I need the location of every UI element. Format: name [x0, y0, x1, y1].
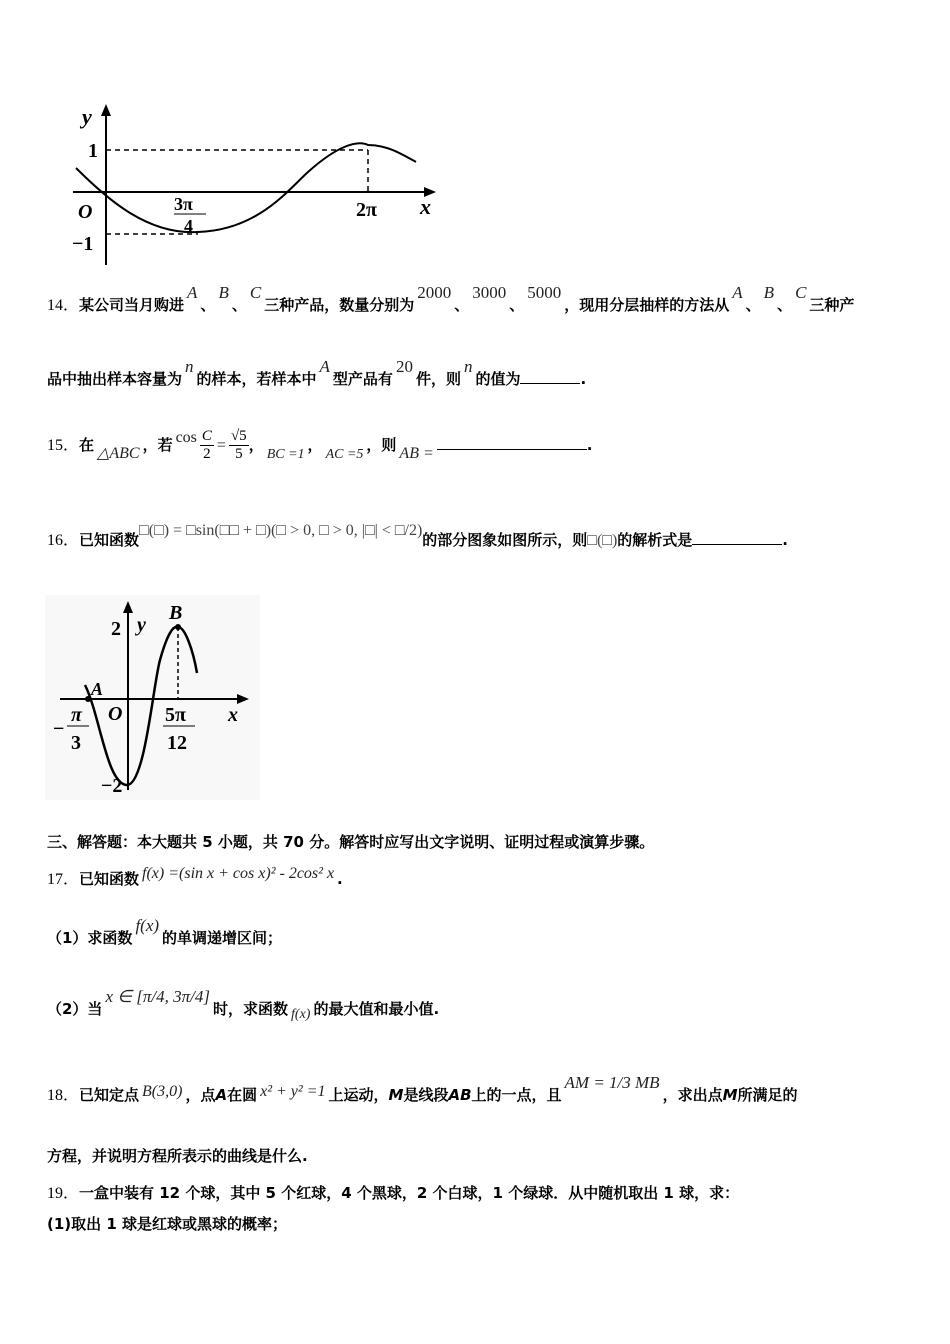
text: 时，求函数 [213, 1000, 289, 1018]
math: n [185, 357, 194, 376]
q17-part2 [47, 987, 440, 1022]
answer-blank[interactable] [520, 369, 580, 384]
math: cos [175, 429, 197, 446]
q18-line1 [47, 1073, 798, 1105]
text: 上运动， [328, 1086, 389, 1104]
y-label: y [137, 614, 146, 636]
text: 是线段 [403, 1086, 449, 1104]
math: x² + y² =1 [260, 1083, 326, 1100]
math: A [187, 283, 198, 302]
x-tick-3pi4-den: 4 [184, 216, 193, 236]
text: 已知定点 [79, 1086, 140, 1104]
left-tick-sign: − [53, 718, 65, 740]
math: A [319, 357, 330, 376]
text: M [722, 1086, 738, 1104]
left-tick-den: 3 [71, 732, 81, 754]
text: ，求出点 [662, 1086, 723, 1104]
text: AB [448, 1086, 472, 1104]
text: 在圆 [227, 1086, 258, 1104]
text: . [337, 870, 343, 888]
math: 2000 [417, 283, 452, 302]
answer-blank[interactable] [437, 441, 587, 450]
figure-cosine-graph [68, 100, 448, 270]
fraction: $\frac{√5}{5}$ [230, 428, 247, 462]
text: 、 [509, 296, 525, 314]
q17-part1 [47, 916, 283, 948]
point-b [175, 624, 181, 630]
text: 已知函数 [79, 870, 140, 888]
y-label: y [82, 104, 92, 129]
text: A [215, 1086, 228, 1104]
text: ， [248, 436, 264, 454]
math: AM = 1/3 MB [564, 1073, 660, 1092]
origin-label: O [78, 201, 93, 223]
math: x ∈ [π/4, 3π/4] [105, 987, 211, 1006]
question-number: 14． [47, 297, 80, 314]
math: = [216, 437, 226, 454]
q19-part1: (1)取出 1 球是红球或黑球的概率； [47, 1215, 288, 1233]
math: C [795, 283, 807, 302]
y-min-label: −1 [72, 233, 94, 255]
text: . [580, 370, 587, 388]
text: 的部分图象如图所示，则 [422, 531, 588, 549]
text: 型产品有 [332, 370, 393, 388]
math: 5000 [527, 283, 562, 302]
math: A [732, 283, 743, 302]
y-min-label: −2 [101, 775, 123, 797]
math: f(x) [135, 916, 160, 935]
text: ，则 [366, 436, 397, 454]
text: 的解析式是 [617, 531, 693, 549]
q14-line2 [47, 357, 587, 389]
text: 件，则 [415, 370, 461, 388]
x-label: x [228, 704, 238, 726]
math: BC =1 [266, 447, 305, 462]
text: 的最大值和最小值. [313, 1000, 440, 1018]
text: M [388, 1086, 404, 1104]
q15-line [47, 428, 592, 463]
y-arrow [101, 104, 111, 116]
origin-label: O [108, 703, 123, 725]
point-b-label: B [169, 602, 183, 624]
text: 、 [777, 296, 793, 314]
y-max-label: 2 [111, 618, 121, 640]
text: 所满足的 [737, 1086, 798, 1104]
q17-line [47, 866, 343, 889]
math: □(□) [587, 532, 618, 549]
text: 上的一点，且 [471, 1086, 562, 1104]
text: 、 [231, 296, 247, 314]
answer-blank[interactable] [692, 530, 782, 545]
fraction: $\frac{C}{2}$ [201, 428, 212, 462]
text: 、 [200, 296, 216, 314]
math: 3000 [472, 283, 507, 302]
math: B [763, 283, 775, 302]
math: △ABC [97, 445, 140, 462]
text: 一盒中装有 12 个球，其中 5 个红球，4 个黑球，2 个白球，1 个绿球．从中随机取出 1 球，求： [79, 1184, 740, 1202]
math: AC =5 [325, 447, 364, 462]
text: . [782, 531, 788, 549]
text: 的单调递增区间； [162, 929, 283, 947]
text: ，若 [142, 436, 173, 454]
q18-line2: 方程，并说明方程所表示的曲线是什么. [47, 1147, 308, 1165]
question-number: 19． [47, 1185, 80, 1202]
right-tick-num: 5π [165, 704, 186, 726]
question-number: 16． [47, 532, 80, 549]
math: B(3,0) [142, 1083, 183, 1100]
text: 的值为 [475, 370, 521, 388]
math: AB = [399, 445, 434, 462]
text: 已知函数 [79, 531, 140, 549]
q14-line1 [47, 283, 855, 315]
q16-line [47, 522, 788, 550]
x-label: x [420, 194, 431, 219]
text: ，点 [185, 1086, 216, 1104]
section-heading: 三、解答题：本大题共 5 小题，共 70 分。解答时应写出文字说明、证明过程或演算步骤。 [47, 833, 655, 851]
text: 的样本，若样本中 [196, 370, 317, 388]
x-tick-3pi4-num: 3π [174, 194, 193, 214]
text: 品中抽出样本容量为 [47, 370, 183, 388]
question-number: 17． [47, 871, 80, 888]
text: （1）求函数 [47, 929, 133, 947]
text: ，现用分层抽样的方法从 [564, 296, 730, 314]
text: （2）当 [47, 1000, 103, 1018]
text: ， [307, 436, 323, 454]
text: . [586, 436, 593, 454]
point-a-label: A [91, 679, 104, 699]
math: f(x) =(sin x + cos x)² - 2cos² x [142, 865, 335, 882]
text: 、 [745, 296, 761, 314]
math: 20 [395, 357, 413, 376]
math: B [218, 283, 229, 302]
math: n [463, 357, 473, 376]
question-number: 18． [47, 1087, 80, 1104]
text: 、 [454, 296, 470, 314]
text: 三种产 [809, 296, 855, 314]
text: 三种产品，数量分别为 [264, 296, 415, 314]
figure-sine-graph [45, 595, 260, 800]
y-max-label: 1 [88, 140, 98, 162]
question-number: 15． [47, 437, 80, 454]
text: 在 [79, 436, 95, 454]
math: f(x) [291, 1007, 311, 1022]
math: C [249, 283, 262, 302]
left-tick-num: π [71, 704, 82, 726]
right-tick-den: 12 [167, 732, 187, 754]
x-tick-2pi: 2π [356, 199, 377, 221]
q19-line [47, 1180, 739, 1203]
formula-image: □(□) = □sin(□□ + □)(□ > 0, □ > 0, |□| < □/2) [139, 522, 423, 539]
text: 某公司当月购进 [79, 296, 185, 314]
